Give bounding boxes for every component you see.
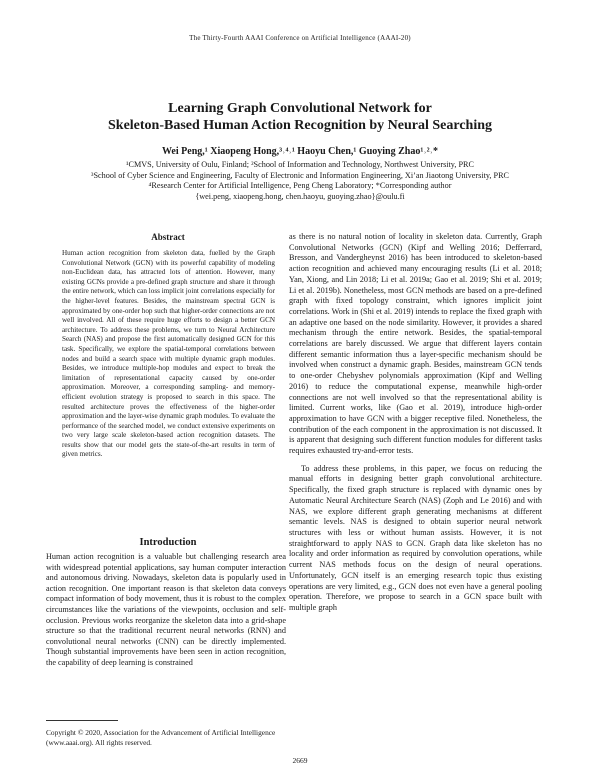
title-line-2: Skeleton-Based Human Action Recognition by Neural Searching [108, 118, 492, 133]
title-line-1: Learning Graph Convolutional Network for [168, 101, 432, 116]
paper-title [60, 100, 540, 134]
right-column [289, 232, 542, 614]
introduction-body: Human action recognition is a valuable but challenging research area with widespread potential applications, say human computer interaction and autonomous driving. Nowadays, skeleton data is popularly used in action recognition. One important reason is that skeleton data conveys compact information of body movement, thus it is robust to the complex circumstances like the variations of the viewpoints, occlusion and self-occlusion. Previous works reorganize the skeleton data into a grid-shape structure so that the traditional recurrent neural networks (RNN) and convolutional neural networks (CNN) can be directly implemented. Though substantial improvements have been seen in action recognition, the capability of deep learning is constrained [46, 552, 286, 667]
affiliation-line-3: ⁴Research Center for Artificial Intelligence, Peng Cheng Laboratory; *Corresponding author [148, 181, 452, 191]
author-list: Wei Peng,¹ Xiaopeng Hong,³˒⁴˒¹ Haoyu Chen,¹ Guoying Zhao¹˒²˒* [161, 146, 438, 157]
abstract-body: Human action recognition from skeleton data, fuelled by the Graph Convolutional Network (GCN) with its powerful capability of modeling non-Euclidean data, has attracted lots of attention. However, many existing GCNs provide a pre-defined graph structure and share it through the entire network, which can loss implicit joint correlations especially for the higher-level features. Besides, the mainstream spectral GCN is approximated by one-order hop such that higher-order connections are not well involved. All of these require huge efforts to design a better GCN architecture. To address these problems, we turn to Neural Architecture Search (NAS) and propose the first automatically designed GCN for this task. Specifically, we explore the spatial-temporal correlations between nodes and build a search space with multiple dynamic graph modules. Besides, we introduce multiple-hop modules and expect to break the limitation of representational capacity caused by one-order approximation. Moreover, a corresponding sampling- and memory-efficient evolution strategy is proposed to search in this space. The resulted architecture proves the effectiveness of the higher-order approximation and the layer-wise dynamic graph modules. To evaluate the performance of the searched model, we conduct extensive experiments on two very large scale skeleton-based action recognition datasets. The results show that our model gets the state-of-the-art results in term of given metrics. [62, 249, 275, 459]
affiliations [20, 160, 580, 202]
right-paragraph-2: To address these problems, in this paper, we focus on reducing the manual efforts in designing better graph convolutional architecture. Specifically, the fixed graph structure is replaced with dynamic ones by Automatic Neural Architecture Search (NAS) (Zoph and Le 2016) and with NAS, we explore different graph generating mechanisms at different semantic levels. NAS is designed to obtain superior neural network structures with less or without human assists. However, it is not straightforward to apply NAS to GCN. Graph data like skeleton has no locality and order information as required by convolution operations, while current NAS methods focus on the design of neural operations. Unfortunately, GCN itself is an emerging research topic thus existing operations are very limited, e.g., GCN does not even have a general pooling operation. Therefore, we propose to search in a GCN space built with multiple graph [289, 463, 542, 612]
page-number: 2669 [292, 756, 308, 765]
affiliation-line-1: ¹CMVS, University of Oulu, Finland; ²School of Information and Technology, Northwest University, PRC [126, 160, 474, 169]
footnote-rule [46, 720, 118, 721]
abstract-heading: Abstract [151, 232, 185, 242]
running-head: The Thirty-Fourth AAAI Conference on Artificial Intelligence (AAAI-20) [189, 34, 411, 42]
affiliation-line-2: ³School of Cyber Science and Engineering, Faculty of Electronic and Information Engineering, Xi’an Jiaotong University, PRC [90, 170, 510, 180]
right-paragraph-1: as there is no natural notion of locality in skeleton data. Currently, Graph Convolutional Networks (GCN) (Kipf and Welling 2016; Defferrard, Bresson, and Vandergheynst 2016) has been introduced to skeleton-based action recognition and achieved many encouraging results (Li et al. 2018; Yan, Xiong, and Lin 2018; Li et al. 2019a; Gao et al. 2019; Shi et al. 2019; Li et al. 2019b). Nonetheless, most GCN methods are based on a pre-defined graph with fixed topology constraint, which ignores implicit joint correlations. Work in (Shi et al. 2019) intends to replace the fixed graph with an adaptive one based on the node similarity. However, it provides a shared mechanism through the entire network. Besides, the spatial-temporal correlations are barely discussed. We argue that different layers contain different semantic information thus a layer-specific mechanism should be involved when construct a dynamic graph. Besides, mainstream GCN tends to one-order Chebyshev polynomials approximation (Kipf and Welling 2016) to reduce the computational expense, meanwhile high-order connections are not well involved so that the representational ability is limited. Current works, like (Gao et al. 2019), introduce high-order approximation to have GCN with a bigger receptive filed. Nonetheless, the contribution of the each component in the approximation is not discussed. It is apparent that designing such different function modules for different tasks requires exhausted try-and-error tests. [289, 232, 542, 456]
copyright-notice: Copyright © 2020, Association for the Advancement of Artificial Intelligence (www.aaai.org). All rights reserved. [46, 728, 276, 747]
author-emails: {wei.peng, xiaopeng.hong, chen.haoyu, guoying.zhao}@oulu.fi [195, 191, 405, 201]
introduction-heading: Introduction [139, 537, 197, 548]
